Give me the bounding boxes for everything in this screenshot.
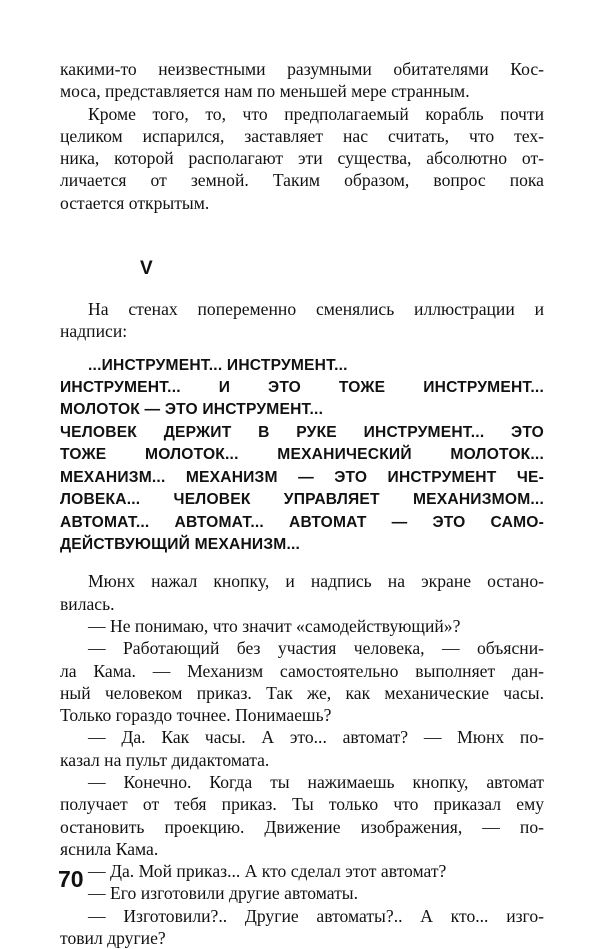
paragraph-3 [60, 298, 544, 343]
dialogue-block [60, 615, 544, 949]
dialogue-line: — Да. Мой приказ... А кто сделал этот автомат? [88, 861, 447, 882]
text-line: вилась. [60, 593, 115, 614]
text-line: какими-то неизвестными разумными обитателями Кос- [60, 59, 544, 79]
text-line: целиком испарился, заставляет нас считать, что тех- [60, 125, 544, 146]
dialogue-line: товил другие? [60, 928, 166, 949]
inscription-line: МЕХАНИЗМ... МЕХАНИЗМ — ЭТО ИНСТРУМЕНТ ЧЕ- [60, 468, 544, 486]
dialogue-line: — Да. Как часы. А это... автомат? — Мюнх по- [88, 727, 544, 748]
inscription-line: АВТОМАТ... АВТОМАТ... АВТОМАТ — ЭТО САМО- [60, 513, 544, 531]
text-line: надписи: [60, 321, 128, 342]
dialogue-line: ла Кама. — Механизм самостоятельно выполняет дан- [60, 660, 544, 681]
inscription-line: ИНСТРУМЕНТ... И ЭТО ТОЖЕ ИНСТРУМЕНТ... [60, 379, 544, 397]
dialogue-line: получает от тебя приказ. Ты только что приказал ему [60, 794, 544, 815]
dialogue-line: — Конечно. Когда ты нажимаешь кнопку, автомат [88, 772, 544, 792]
inscription-line: ТОЖЕ МОЛОТОК... МЕХАНИЧЕСКИЙ МОЛОТОК... [60, 446, 544, 464]
dialogue-line: яснила Кама. [60, 838, 159, 859]
paragraph-2 [60, 103, 544, 214]
paragraph-1 [60, 58, 544, 103]
text-line: личается от земной. Таким образом, вопрос пока [60, 170, 544, 191]
dialogue-line: — Изготовили?.. Другие автоматы?.. А кто... изго- [88, 905, 544, 926]
paragraph-4 [60, 570, 544, 615]
dialogue-line: — Его изготовили другие автоматы. [88, 883, 359, 904]
dialogue-line: Только гораздо точнее. Понимаешь? [60, 705, 332, 726]
dialogue-line: остановить проекцию. Движение изображения, — по- [60, 816, 544, 837]
spacer [60, 214, 544, 258]
inscription-line: ЛОВЕКА... ЧЕЛОВЕК УПРАВЛЯЕТ МЕХАНИЗМОМ... [60, 491, 544, 509]
text-line: Кроме того, то, что предполагаемый корабль почти [88, 103, 544, 124]
inscription-line: ...ИНСТРУМЕНТ... ИНСТРУМЕНТ... [88, 356, 348, 374]
text-line: На стенах попеременно сменялись иллюстрации и [88, 299, 544, 320]
text-line: Мюнх нажал кнопку, и надпись на экране остано- [88, 571, 544, 592]
inscription-line: ЧЕЛОВЕК ДЕРЖИТ В РУКЕ ИНСТРУМЕНТ... ЭТО [60, 423, 544, 441]
inscription-line: МОЛОТОК — ЭТО ИНСТРУМЕНТ... [60, 401, 324, 419]
text-line: ника, которой располагают эти существа, абсолютно от- [60, 148, 544, 169]
dialogue-line: казал на пульт дидактомата. [60, 749, 270, 770]
book-page [60, 58, 544, 949]
text-line: остается открытым. [60, 192, 210, 213]
dialogue-line: — Работающий без участия человека, — объясни- [88, 638, 544, 659]
inscription-line: ДЕЙСТВУЮЩИЙ МЕХАНИЗМ... [60, 535, 301, 553]
inscriptions-block [60, 355, 544, 557]
chapter-heading: V [140, 258, 153, 280]
text-line: моса, представляется нам по меньшей мере странным. [60, 81, 470, 102]
page-number: 70 [58, 866, 84, 892]
dialogue-line: — Не понимаю, что значит «самодействующий»? [88, 615, 461, 636]
dialogue-line: ный человеком приказ. Так же, как механические часы. [60, 682, 544, 703]
